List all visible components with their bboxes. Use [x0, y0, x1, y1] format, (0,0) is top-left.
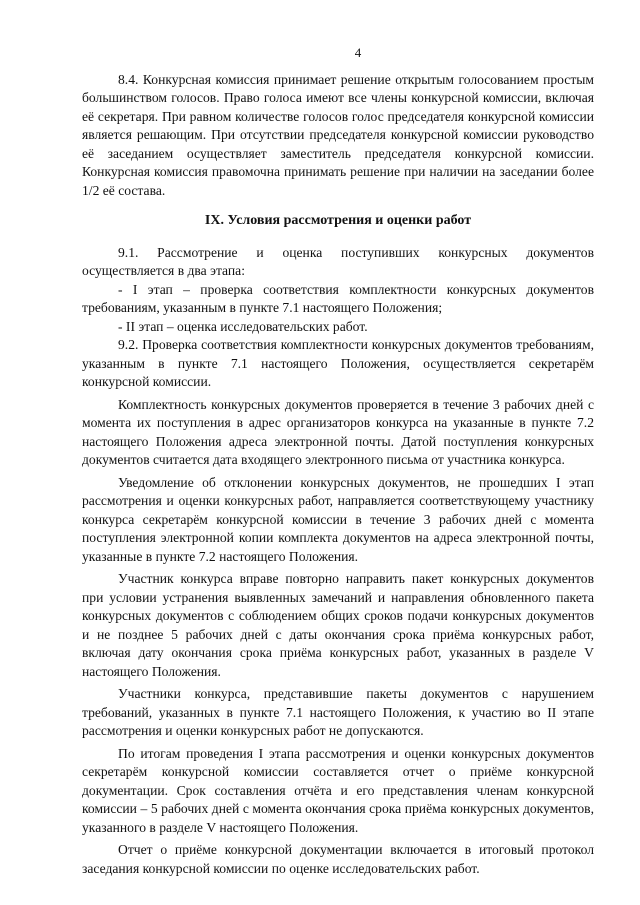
- paragraph-9-2: 9.2. Проверка соответствия комплектности конкурсных документов требованиям, указанным в пункте 7.1 настоящего Положения, осуществляется секретарём конкурсной комиссии.: [82, 337, 594, 389]
- paragraph-protocol: Отчет о приёме конкурсной документации включается в итоговый протокол заседания конкурсной комиссии по оценке исследовательских работ.: [82, 842, 594, 876]
- section-heading: IX. Условия рассмотрения и оценки работ: [204, 213, 472, 228]
- stage-2-item: - II этап – оценка исследовательских работ.: [118, 318, 368, 334]
- paragraph-report: По итогам проведения I этапа рассмотрения и оценки конкурсных документов секретарём конкурсной комиссии составляется отчет о приёме конкурсной документации. Срок составления отчёта и его представления членам конкурсной комиссии – 5 рабочих дней с момента окончания срока приёма конкурсных документов, указанного в разделе V настоящего Положения.: [82, 745, 594, 835]
- page-number: 4: [354, 45, 362, 60]
- paragraph-completeness: Комплектность конкурсных документов проверяется в течение 3 рабочих дней с момента их поступления в адрес организаторов конкурса на указанные в пункте 7.2 настоящего Положения адреса электронной почты. Датой поступления конкурсных документов считается дата входящего электронного письма от участника конкурса.: [82, 396, 594, 467]
- paragraph-rejection: Уведомление об отклонении конкурсных документов, не прошедших I этап рассмотрения и оценки конкурсных работ, направляется соответствующему участнику конкурса секретарём конкурсной комиссии в течение 3 рабочих дней с момента поступления электронной копии комплекта документов на адреса электронной почты, указанные в пункте 7.2 настоящего Положения.: [82, 474, 594, 564]
- paragraph-9-1: 9.1. Рассмотрение и оценка поступивших конкурсных документов осуществляется в два этапа:: [82, 244, 594, 278]
- paragraph-violations: Участники конкурса, представившие пакеты документов с нарушением требований, указанных в пункте 7.1 настоящего Положения, к участию во II этапе рассмотрения и оценки конкурсных работ не допускаются.: [82, 686, 594, 738]
- paragraph-resubmit: Участник конкурса вправе повторно направить пакет конкурсных документов при условии устранения выявленных замечаний и направления обновленного пакета конкурсных документов с соблюдением общих сроков подачи конкурсных документов и не позднее 5 рабочих дней с даты окончания срока приёма конкурсных работ, включая дату окончания срока приёма конкурсных работ, указанных в разделе V настоящего Положения.: [82, 571, 594, 679]
- stage-1-item: - I этап – проверка соответствия комплектности конкурсных документов требованиям, указанным в пункте 7.1 настоящего Положения;: [82, 281, 594, 315]
- paragraph-8-4: 8.4. Конкурсная комиссия принимает решение открытым голосованием простым большинством голосов. Право голоса имеют все члены конкурсной комиссии, включая её секретаря. При равном количестве голосов голос председателя конкурсной комиссии является решающим. При отсутствии председателя конкурсной комиссии руководство её заседанием осуществляет заместитель председателя конкурсной комиссии. Конкурсная комиссия правомочна принимать решение при наличии на заседании более 1/2 её состава.: [82, 71, 594, 198]
